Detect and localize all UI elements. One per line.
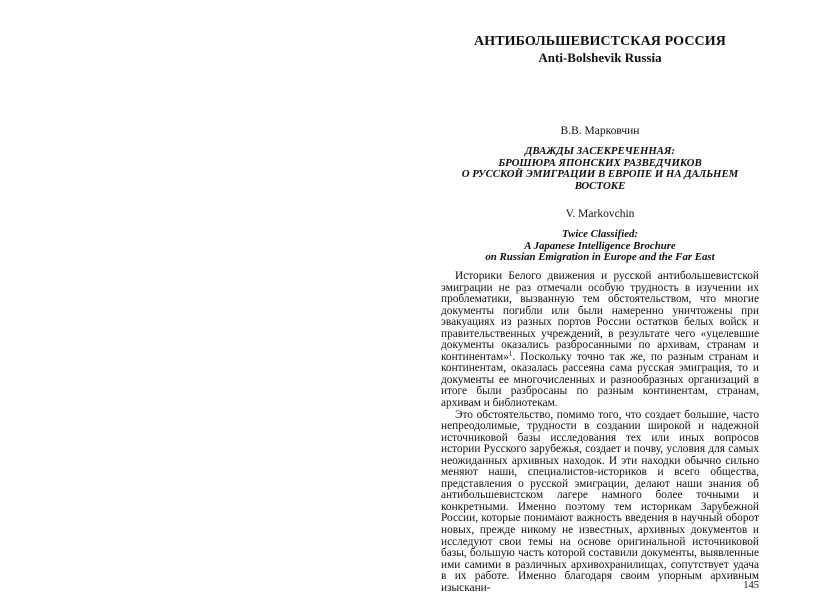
footnote-reference[interactable]: 1: [508, 349, 513, 358]
article-title-en: [441, 229, 759, 264]
page-number: 145: [743, 580, 759, 591]
article-title-ru-line: О РУССКОЙ ЭМИГРАЦИИ В ЕВРОПЕ И НА ДАЛЬНЕМ: [461, 168, 739, 180]
body-paragraph: [441, 271, 759, 410]
body-paragraph: Это обстоятельство, помимо того, что создает большие, часто непреодолимые, трудности в создании широкой и надежной источниковой базы исследования тех или иных вопросов истории Русского зарубежья, создает и почву, условия для самых неожиданных архивных находок. И эти находки обычно сильно меняют наши, специалистов-историков и всего общества, представления о русской эмиграции, делают наши знания об антибольшевистском лагере намного более точными и конкретными. Именно поэтому тем историкам Зарубежной России, которые понимают важность введения в научный оборот новых, прежде никому не известных, архивных документов и исследуют свои темы на основе оригинальной источниковой базы, большую часть которой составили документы, выявленные ими самими в различных архивохранилищах, сопутствует удача в их работе. Именно благодаря своим упорным архивным изыскани-: [441, 408, 759, 594]
article-title-ru-line: ВОСТОКЕ: [574, 179, 626, 192]
article-title-en-line: Twice Classified:: [561, 228, 639, 240]
body-paragraph-text: Историки Белого движения и русской антибольшевистской эмиграции не раз отмечали особую трудность в изучении их проблематики, вызванную тем обстоятельством, что многие документы погибли или были намеренно уничтожены при эвакуациях из разных портов России остатков белых войск и правительственных учреждений, в результате чего «уцелевшие документы оказались разбросанными по архивам, странам и континентам»: [441, 270, 759, 363]
article-title-ru: [441, 146, 759, 192]
article-title-ru-line: ДВАЖДЫ ЗАСЕКРЕЧЕННАЯ:: [524, 145, 676, 157]
article-title-en-line: on Russian Emigration in Europe and the Far East: [485, 251, 715, 263]
article-title-en-line: A Japanese Intelligence Brochure: [524, 239, 676, 252]
body-paragraph-text: . Поскольку точно так же, по разным странам и континентам, оказалась рассеяна сама русская эмиграция, то и документы ее многочисленных и разнообразных организаций в итоге были разбросаны по разным континентам, странам, архивам и библиотекам.: [441, 350, 759, 410]
author-name-ru: В.В. Марковчин: [560, 125, 640, 137]
section-subtitle: Anti-Bolshevik Russia: [538, 50, 662, 65]
article-title-ru-line: БРОШЮРА ЯПОНСКИХ РАЗВЕДЧИКОВ: [498, 156, 702, 169]
section-title: АНТИБОЛЬШЕВИСТСКАЯ РОССИЯ: [474, 34, 726, 49]
author-name-en: V. Markovchin: [565, 208, 635, 220]
article-body: [441, 271, 759, 594]
